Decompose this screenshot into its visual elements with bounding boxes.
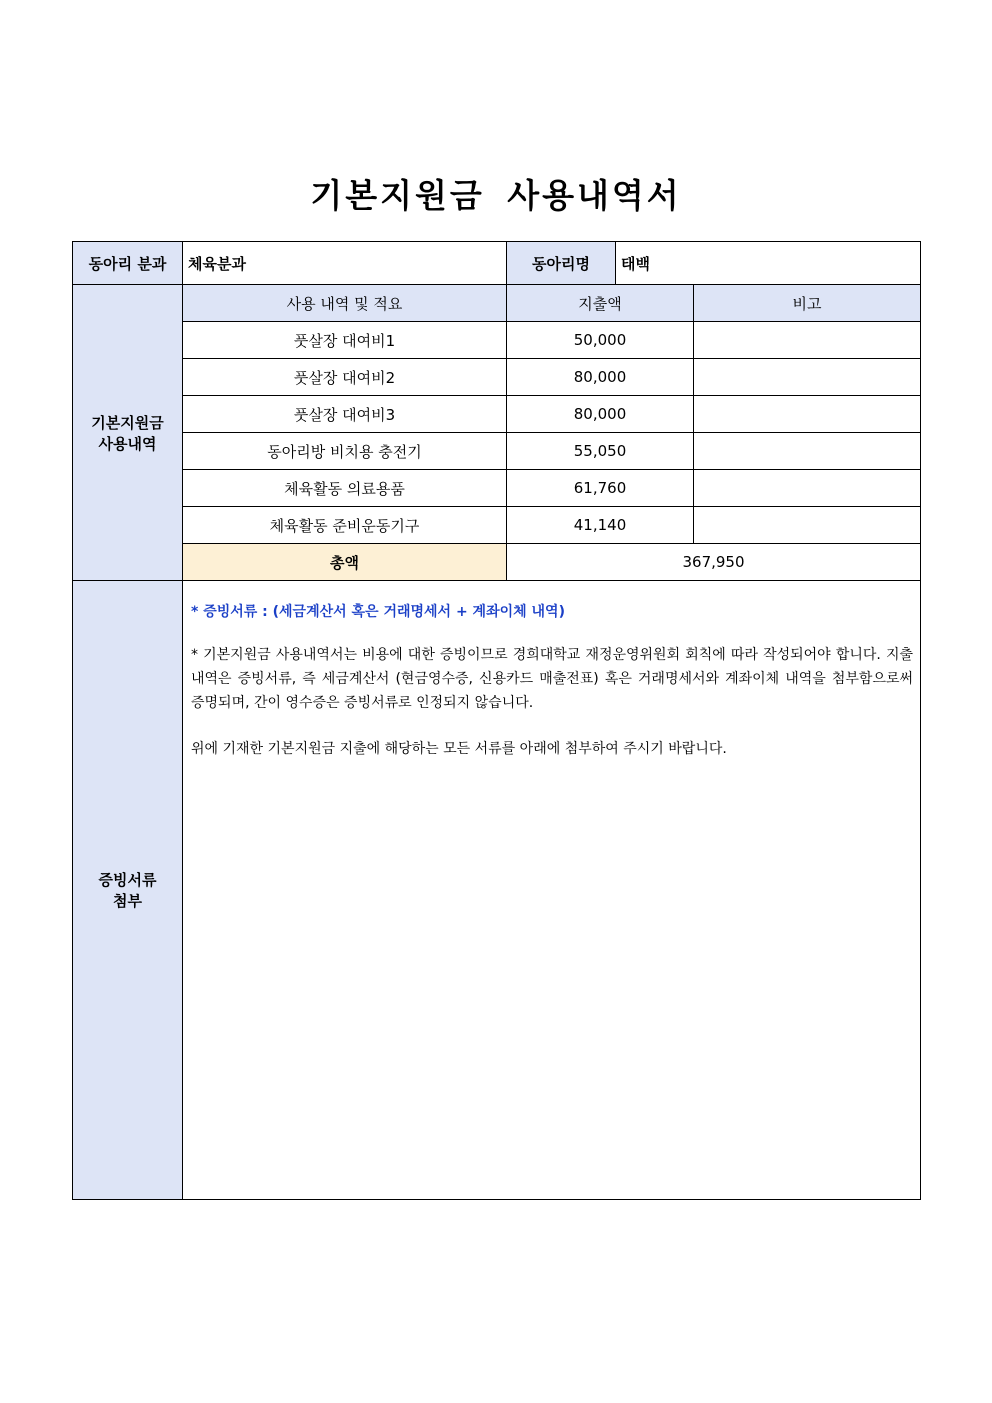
usage-section-label xyxy=(73,285,183,581)
row-description[interactable]: 동아리방 비치용 충전기 xyxy=(183,433,507,470)
usage-column-header-row xyxy=(73,285,921,322)
table-row xyxy=(73,359,921,396)
evidence-row xyxy=(73,581,921,1200)
evidence-request: 위에 기재한 기본지원금 지출에 해당하는 모든 서류를 아래에 첨부하여 주시기 바랍니다. xyxy=(191,741,727,757)
row-amount[interactable]: 55,050 xyxy=(507,433,694,470)
row-remarks[interactable] xyxy=(694,359,921,396)
club-name-value[interactable]: 태백 xyxy=(616,242,921,285)
document-title: 기본지원금 사용내역서 xyxy=(310,176,682,215)
row-description[interactable]: 풋살장 대여비3 xyxy=(183,396,507,433)
row-remarks[interactable] xyxy=(694,322,921,359)
total-label: 총액 xyxy=(183,544,507,581)
evidence-instructions: * 기본지원금 사용내역서는 비용에 대한 증빙이므로 경희대학교 재정운영위원회 회칙에 따라 작성되어야 합니다. 지출 내역은 증빙서류, 즉 세금계산서 (현금영수증, 신용카드 매출전표) 혹은 거래명세서와 계좌이체 내역을 첨부함으로써 증명되며, 간이 영수증은 증빙서류로 인정되지 않습니다. xyxy=(191,647,914,711)
row-amount[interactable]: 80,000 xyxy=(507,396,694,433)
evidence-heading: * 증빙서류 : (세금계산서 혹은 거래명세서 + 계좌이체 내역) xyxy=(191,604,565,620)
evidence-section-label-line1: 증빙서류 xyxy=(98,871,157,889)
usage-section-label-line1: 기본지원금 xyxy=(91,413,164,432)
row-amount[interactable]: 41,140 xyxy=(507,507,694,544)
header-row xyxy=(73,242,921,285)
division-value[interactable]: 체육분과 xyxy=(183,242,507,285)
total-row xyxy=(73,544,921,581)
evidence-attachment-area[interactable] xyxy=(183,581,921,1200)
column-header-description: 사용 내역 및 적요 xyxy=(183,285,507,322)
total-value[interactable]: 367,950 xyxy=(507,544,921,581)
row-description[interactable]: 풋살장 대여비2 xyxy=(183,359,507,396)
row-amount[interactable]: 50,000 xyxy=(507,322,694,359)
row-remarks[interactable] xyxy=(694,433,921,470)
row-description[interactable]: 체육활동 의료용품 xyxy=(183,470,507,507)
table-row xyxy=(73,396,921,433)
evidence-section-label-line2: 첨부 xyxy=(113,892,142,910)
club-name-label: 동아리명 xyxy=(507,242,616,285)
row-description[interactable]: 풋살장 대여비1 xyxy=(183,322,507,359)
usage-report-table xyxy=(72,241,921,1200)
column-header-amount: 지출액 xyxy=(507,285,694,322)
table-row xyxy=(73,507,921,544)
row-remarks[interactable] xyxy=(694,470,921,507)
usage-section-label-line2: 사용내역 xyxy=(98,434,157,453)
row-amount[interactable]: 61,760 xyxy=(507,470,694,507)
table-row xyxy=(73,433,921,470)
table-row xyxy=(73,470,921,507)
row-remarks[interactable] xyxy=(694,396,921,433)
row-amount[interactable]: 80,000 xyxy=(507,359,694,396)
evidence-section-label xyxy=(73,581,183,1200)
row-description[interactable]: 체육활동 준비운동기구 xyxy=(183,507,507,544)
division-label: 동아리 분과 xyxy=(73,242,183,285)
table-row xyxy=(73,322,921,359)
column-header-remarks: 비고 xyxy=(694,285,921,322)
row-remarks[interactable] xyxy=(694,507,921,544)
